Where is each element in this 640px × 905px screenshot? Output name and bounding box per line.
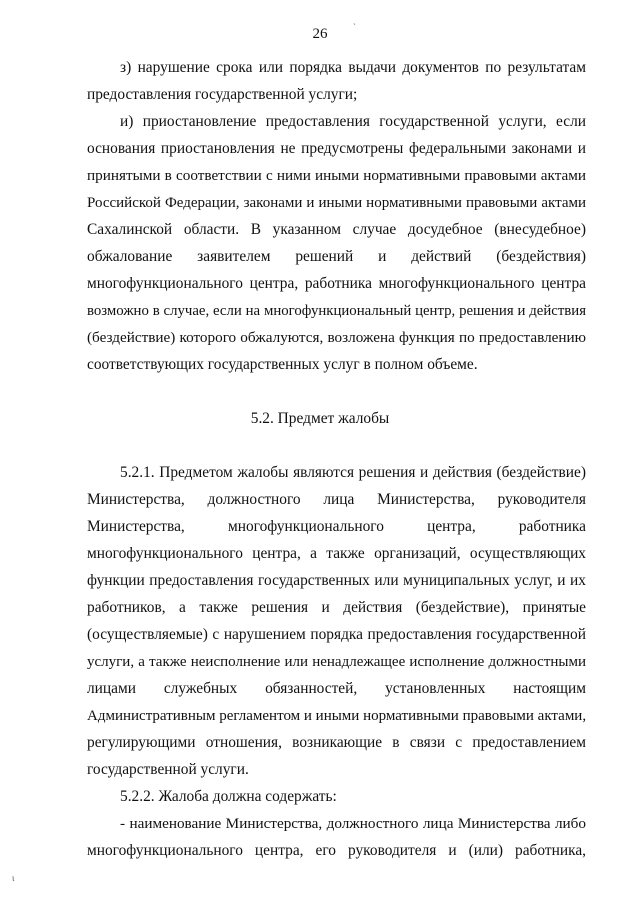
text-line: Административным регламентом и иными нормативными правовыми актами, <box>87 708 587 724</box>
text-line: з) нарушение срока или порядка выдачи документов по результатам <box>120 59 586 76</box>
text-line: - наименование Министерства, должностного лица Министерства либо <box>120 815 586 832</box>
text-line: Российской Федерации, законами и иными нормативными правовыми актами <box>87 195 586 211</box>
text-line: (бездействие) которого обжалуются, возложена функция по предоставлению <box>87 329 586 346</box>
text-line: функции предоставления государственных или муниципальных услуг, и их <box>87 572 586 589</box>
text-line: принятыми в соответствии с ними иными нормативными правовыми актами <box>87 167 586 184</box>
section-heading: 5.2. Предмет жалобы <box>250 410 390 427</box>
text-line: регулирующими отношения, возникающие в связи с предоставлением <box>87 734 586 751</box>
text-line: соответствующих государственных услуг в полном объеме. <box>87 356 478 373</box>
text-line: обжалование заявителем решений и действий (бездействия) <box>87 248 586 265</box>
text-line: основания приостановления не предусмотрены федеральными законами и <box>87 140 586 157</box>
text-line: Сахалинской области. В указанном случае досудебное (внесудебное) <box>87 221 586 238</box>
text-line: Министерства, многофункционального центра, работника <box>87 518 586 535</box>
text-line: лицами служебных обязанностей, установленных настоящим <box>87 680 586 697</box>
text-line: услуги, а также неисполнение или ненадлежащее исполнение должностными <box>87 654 586 670</box>
text-line: работников, а также решения и действия (бездействие), принятые <box>87 599 586 616</box>
scan-speck: ` <box>353 22 356 32</box>
text-line: многофункционального центра, а также организаций, осуществляющих <box>87 545 586 562</box>
text-line: (осуществляемые) с нарушением порядка предоставления государственной <box>87 626 586 643</box>
text-line: многофункционального центра, его руководителя и (или) работника, <box>87 842 586 859</box>
text-line: 5.2.1. Предметом жалобы являются решения и действия (бездействие) <box>120 464 586 481</box>
text-line: 5.2.2. Жалоба должна содержать: <box>120 788 337 805</box>
text-line: возможно в случае, если на многофункциональный центр, решения и действия <box>87 303 586 319</box>
page-number: 26 <box>312 26 328 42</box>
text-line: предоставления государственной услуги; <box>87 86 358 103</box>
text-line: государственной услуги. <box>87 761 249 778</box>
text-line: многофункционального центра, работника многофункционального центра <box>87 275 586 292</box>
scan-speck: ι <box>12 873 15 883</box>
text-line: Министерства, должностного лица Министерства, руководителя <box>87 491 586 508</box>
text-line: и) приостановление предоставления государственной услуги, если <box>120 113 586 130</box>
